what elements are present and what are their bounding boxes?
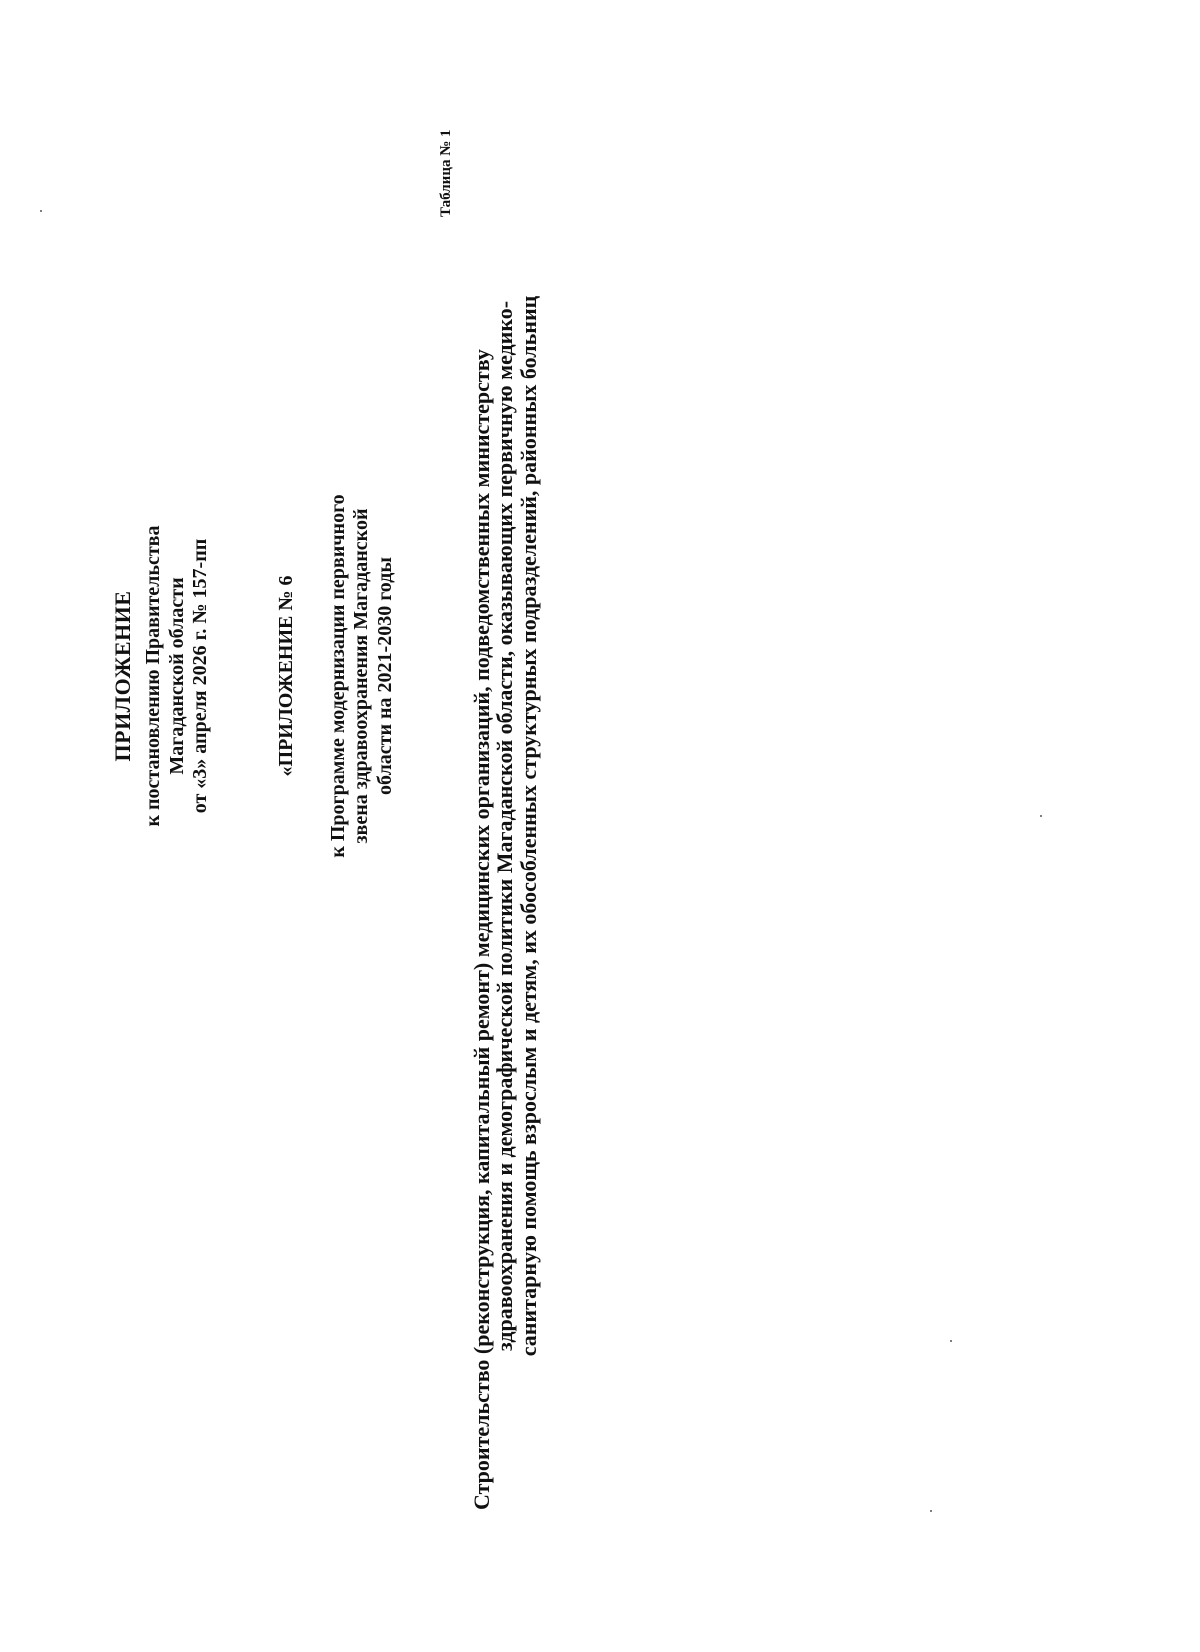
- appendix-block: [110, 0, 213, 1652]
- scan-speck: [1040, 815, 1042, 817]
- quoted-appendix-block: [275, 0, 397, 1652]
- main-title-line-3: санитарную помощь взрослым и детям, их обособленных структурных подразделений, районных больниц: [515, 295, 541, 1357]
- appendix-line-2: Магаданской области: [165, 577, 188, 775]
- main-title-line-2: здравоохранения и демографической политики Магаданской области, оказывающих первичную медико-: [492, 300, 518, 1352]
- main-title: [470, 0, 540, 1652]
- table-label: Таблица № 1: [438, 129, 454, 217]
- scan-speck: [950, 1340, 952, 1342]
- quoted-appendix-line-2: звена здравоохранения Магаданской: [350, 508, 373, 844]
- scan-speck: [40, 210, 42, 212]
- quoted-appendix-line-3: области на 2021-2030 годы: [373, 557, 396, 795]
- appendix-title: ПРИЛОЖЕНИЕ: [110, 590, 135, 762]
- main-title-line-1: Строительство (реконструкция, капитальный ремонт) медицинских организаций, подведомственных министерству: [469, 349, 494, 1510]
- scan-speck: [930, 1510, 932, 1512]
- appendix-line-1: к постановлению Правительства: [141, 525, 164, 827]
- quoted-appendix-line-1: к Программе модернизации первичного: [326, 494, 349, 858]
- quoted-appendix-title: «ПРИЛОЖЕНИЕ № 6: [275, 575, 297, 777]
- appendix-line-3: от «3» апреля 2026 г. № 157-пп: [189, 538, 212, 814]
